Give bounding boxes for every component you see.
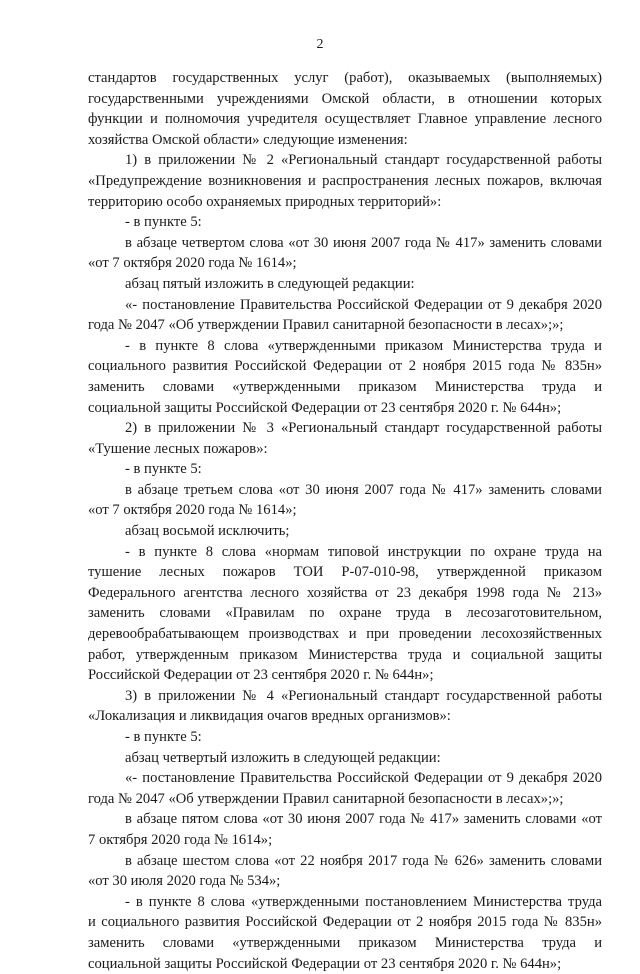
text-line: деревообрабатывающем производствах и при проведении лесохозяйственных — [88, 626, 602, 643]
text-line: «- постановление Правительства Российской Федерации от 9 декабря 2020 — [125, 770, 602, 787]
text-line: - в пункте 5: — [125, 729, 202, 745]
text-line: функции и полномочия учредителя осуществляет Главное управление лесного — [88, 111, 602, 128]
text-line: заменить словами «Правилам по охране труда в лесозаготовительном, — [88, 605, 602, 622]
text-line: «Предупреждение возникновения и распространения лесных пожаров, включая — [88, 172, 602, 189]
text-line: государственными учреждениями Омской области, в отношении которых — [88, 90, 602, 107]
text-line: стандартов государственных услуг (работ), оказываемых (выполняемых) — [88, 70, 602, 86]
text-line: «от 30 июля 2020 года № 534»; — [88, 873, 281, 890]
text-line: социальной защиты Российской Федерации от 23 сентября 2020 г. № 644н»; — [88, 955, 562, 972]
text-line: социального развития Российской Федерации от 2 ноября 2015 года № 835н» — [88, 358, 602, 375]
text-line: Федерального агентства лесного хозяйства от 23 декабря 1998 года № 213» — [88, 584, 602, 601]
text-line: абзац четвертый изложить в следующей редакции: — [125, 749, 441, 766]
text-line: - в пункте 8 слова «утвержденными постановлением Министерства труда — [125, 893, 602, 910]
text-line: года № 2047 «Об утверждении Правил санитарной безопасности в лесах»;»; — [88, 317, 564, 334]
text-line: абзац восьмой исключить; — [125, 523, 290, 540]
text-line: «- постановление Правительства Российской Федерации от 9 декабря 2020 — [125, 296, 602, 313]
text-line: «от 7 октября 2020 года № 1614»; — [88, 255, 297, 272]
text-line: Российской Федерации от 23 сентября 2020 г. № 644н»; — [88, 667, 434, 684]
text-line: заменить словами «утвержденными приказом Министерства труда и — [88, 378, 602, 395]
text-line: 7 октября 2020 года № 1614»; — [88, 831, 273, 848]
page-number: 2 — [316, 37, 324, 52]
text-line: социальной защиты Российской Федерации от 23 сентября 2020 г. № 644н»; — [88, 399, 562, 416]
text-line: абзац пятый изложить в следующей редакции: — [125, 275, 415, 292]
text-line: 1) в приложении № 2 «Региональный стандарт государственной работы — [125, 152, 602, 169]
text-line: года № 2047 «Об утверждении Правил санитарной безопасности в лесах»;»; — [88, 790, 564, 807]
text-line: и социального развития Российской Федерации от 2 ноября 2015 года № 835н» — [88, 914, 602, 931]
text-line: «от 7 октября 2020 года № 1614»; — [88, 502, 297, 519]
text-line: «Тушение лесных пожаров»: — [88, 440, 268, 457]
text-line: «Локализация и ликвидация очагов вредных организмов»: — [88, 708, 451, 725]
text-line: - в пункте 5: — [125, 214, 202, 231]
text-line: 2) в приложении № 3 «Региональный стандарт государственной работы — [125, 420, 602, 437]
text-line: 3) в приложении № 4 «Региональный стандарт государственной работы — [125, 687, 602, 704]
text-line: тушение лесных пожаров ТОИ Р-07-010-98, утвержденной приказом — [88, 564, 602, 581]
text-line: работ, утвержденным приказом Министерства труда и социальной защиты — [88, 646, 602, 663]
text-line: заменить словами «утвержденными приказом Министерства труда и — [88, 934, 602, 951]
text-line: территорию особо охраняемых природных территорий»: — [88, 193, 442, 210]
text-line: в абзаце шестом слова «от 22 ноября 2017 года № 626» заменить словами — [125, 852, 602, 869]
text-line: хозяйства Омской области» следующие изменения: — [88, 131, 408, 148]
text-line: в абзаце пятом слова «от 30 июня 2007 года № 417» заменить словами «от — [125, 811, 602, 828]
text-line: - в пункте 8 слова «нормам типовой инструкции по охране труда на — [125, 543, 602, 560]
text-line: - в пункте 8 слова «утвержденными приказом Министерства труда и — [125, 337, 602, 354]
document-body — [88, 68, 602, 974]
text-line: в абзаце третьем слова «от 30 июня 2007 года № 417» заменить словами — [125, 481, 602, 498]
text-line: в абзаце четвертом слова «от 30 июня 2007 года № 417» заменить словами — [125, 234, 602, 251]
text-line: - в пункте 5: — [125, 461, 202, 478]
